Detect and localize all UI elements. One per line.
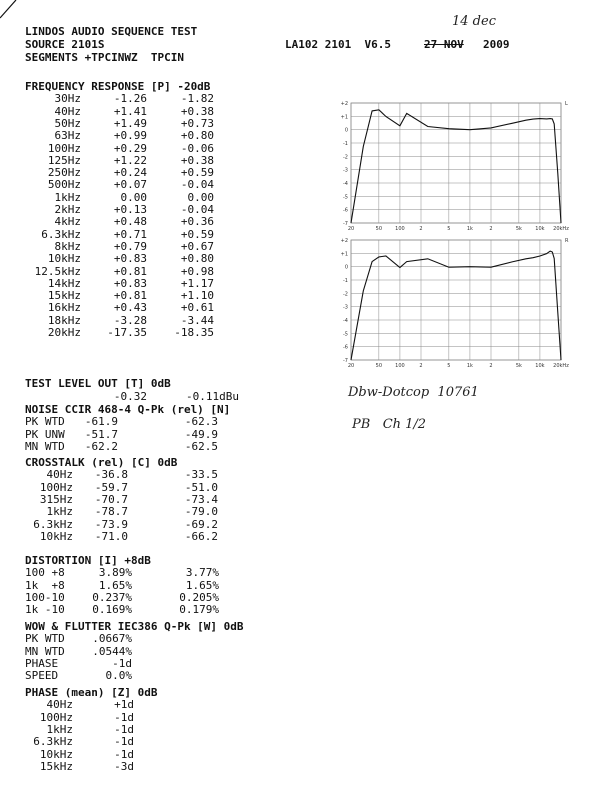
frequency_response-value-b: -3.44: [180, 313, 214, 327]
crosstalk-value-b: -33.5: [184, 468, 218, 482]
phase-value-a: -1d: [114, 747, 134, 761]
x-tick-label: 2: [489, 363, 493, 369]
wow-label: MN WTD: [25, 644, 65, 658]
x-tick-label: 50: [375, 226, 383, 232]
frequency_response-value-a: +0.71: [113, 227, 147, 241]
wow-value: -1d: [112, 656, 132, 670]
x-tick-label: 5k: [515, 226, 522, 232]
frequency_response-value-a: -3.28: [113, 313, 147, 327]
crosstalk-value-b: -66.2: [184, 529, 218, 543]
distortion-value-b: 3.77%: [185, 566, 219, 580]
frequency_response-label: 125Hz: [47, 153, 81, 167]
frequency_response-label: 10kHz: [47, 252, 81, 266]
frequency_response-label: 16kHz: [47, 301, 81, 315]
frequency_response-value-b: +0.98: [180, 264, 214, 278]
frequency_response-value-b: +0.80: [180, 252, 214, 266]
segments-line: SEGMENTS +TPCINWZ TPCIN: [25, 51, 184, 64]
x-tick-label: 2: [419, 363, 423, 369]
frequency_response-value-b: -0.04: [180, 203, 214, 216]
frequency_response-label: 2kHz: [54, 203, 81, 216]
y-tick-label: -4: [343, 181, 348, 187]
y-tick-label: -1: [343, 278, 348, 284]
crosstalk-label: 6.3kHz: [33, 517, 73, 531]
phase-value-a: -1d: [114, 710, 134, 724]
crosstalk-heading: CROSSTALK (rel) [C] 0dB: [25, 456, 178, 469]
crosstalk-value-b: -79.0: [184, 505, 218, 519]
noise-value-a: -61.9: [84, 415, 118, 429]
y-tick-label: -2: [343, 291, 348, 298]
noise-value-b: -62.3: [184, 415, 218, 429]
noise-label: MN WTD: [25, 439, 65, 453]
y-tick-label: -6: [343, 344, 348, 351]
y-tick-label: -5: [343, 331, 348, 338]
x-tick-label: 1k: [466, 363, 473, 369]
crosstalk-label: 100Hz: [39, 480, 73, 494]
frequency_response-value-a: -1.26: [113, 92, 147, 106]
frequency_response-value-a: +1.49: [113, 116, 147, 130]
frequency_response-value-a: -17.35: [107, 326, 147, 339]
distortion-value-a: 1.65%: [98, 578, 132, 592]
crosstalk-value-a: -36.8: [94, 468, 128, 482]
distortion-label: 100 +8: [25, 566, 65, 580]
handwritten-note-1: Dbw-Dotcop 10761: [348, 385, 479, 400]
year: 2009: [483, 38, 510, 51]
frequency_response-value-a: +1.22: [113, 153, 147, 167]
y-tick-label: 0: [344, 127, 348, 134]
noise-label: PK WTD: [25, 415, 65, 429]
phase-label: 40Hz: [46, 698, 73, 712]
frequency_response-value-a: +0.83: [113, 276, 147, 290]
frequency_response-value-b: +0.36: [180, 215, 214, 229]
frequency_response-value-b: -1.82: [180, 92, 214, 106]
x-tick-label: 20: [347, 226, 355, 232]
distortion-label: 1k -10: [25, 603, 65, 617]
crosstalk-value-a: -73.9: [94, 517, 128, 531]
crosstalk-value-a: -59.7: [94, 480, 128, 494]
distortion-value-b: 0.179%: [179, 603, 219, 617]
x-tick-label: 5: [447, 226, 451, 232]
crosstalk-value-a: -78.7: [94, 505, 128, 519]
frequency_response-label: 100Hz: [47, 141, 81, 155]
frequency_response-label: 4kHz: [54, 215, 81, 229]
frequency_response-value-b: +0.61: [180, 301, 214, 315]
noise-heading: NOISE CCIR 468-4 Q-Pk (rel) [N]: [25, 403, 231, 416]
phase-value-a: -3d: [114, 759, 134, 773]
frequency_response-value-b: +0.59: [180, 227, 214, 241]
frequency_response-heading: FREQUENCY RESPONSE [P] -20dB: [25, 80, 211, 93]
y-tick-label: -1: [343, 141, 348, 147]
frequency_response-value-a: +0.81: [113, 264, 147, 278]
x-tick-label: 20kHz: [553, 363, 569, 369]
channel-label: R: [565, 238, 569, 244]
x-tick-label: 5k: [515, 363, 522, 369]
frequency_response-value-a: +0.29: [113, 141, 147, 155]
distortion-value-b: 0.205%: [179, 590, 219, 604]
crosstalk-value-a: -70.7: [94, 492, 128, 506]
x-tick-label: 100: [395, 363, 405, 369]
test-level-value-a: -0.32: [113, 390, 147, 403]
distortion-value-a: 3.89%: [98, 566, 132, 580]
frequency_response-label: 40Hz: [54, 104, 81, 118]
phase-label: 10kHz: [39, 747, 73, 761]
phase-heading: PHASE (mean) [Z] 0dB: [25, 686, 158, 699]
y-tick-label: -3: [343, 167, 348, 174]
crosstalk-value-b: -69.2: [184, 517, 218, 531]
distortion-heading: DISTORTION [I] +8dB: [25, 554, 151, 567]
channel-label: L: [565, 101, 568, 107]
x-tick-label: 1k: [466, 226, 473, 232]
frequency_response-value-a: +0.43: [113, 301, 147, 315]
frequency_response-label: 63Hz: [54, 129, 81, 143]
x-tick-label: 5: [447, 363, 451, 369]
frequency_response-label: 250Hz: [47, 166, 81, 180]
frequency_response-value-b: 0.00: [187, 190, 214, 204]
frequency_response-value-b: +0.38: [180, 153, 214, 167]
crosstalk-value-b: -73.4: [184, 492, 218, 506]
x-tick-label: 50: [375, 363, 383, 369]
x-tick-label: 100: [395, 226, 405, 232]
handwritten-date: 14 dec: [452, 14, 496, 29]
crosstalk-label: 1kHz: [46, 505, 73, 519]
frequency_response-label: 30Hz: [54, 92, 81, 106]
wow-flutter-heading: WOW & FLUTTER IEC386 Q-Pk [W] 0dB: [25, 620, 244, 633]
frequency_response-value-b: +1.17: [180, 276, 214, 290]
frequency_response-value-b: +1.10: [180, 289, 214, 303]
distortion-value-a: 0.237%: [92, 590, 132, 604]
frequency_response-value-b: +0.38: [180, 104, 214, 118]
frequency_response-value-a: +0.24: [113, 166, 147, 180]
struck-date: 27 NOV: [424, 38, 464, 51]
y-tick-label: -7: [343, 221, 348, 227]
frequency_response-value-a: 0.00: [120, 190, 147, 204]
crosstalk-value-b: -51.0: [184, 480, 218, 494]
y-tick-label: +1: [340, 251, 348, 258]
x-tick-label: 2: [419, 226, 423, 232]
frequency_response-label: 12.5kHz: [34, 264, 81, 278]
noise-value-a: -51.7: [84, 427, 118, 441]
y-tick-label: -7: [343, 358, 348, 364]
crosstalk-value-a: -71.0: [94, 529, 128, 543]
test-level-value-b: -0.11dBu: [186, 390, 239, 403]
source-line: SOURCE 2101S: [25, 38, 105, 51]
corner-mark: [0, 0, 20, 20]
y-tick-label: -3: [343, 304, 348, 311]
frequency_response-value-a: +0.48: [113, 215, 147, 229]
device-version: LA102 2101 V6.5: [285, 38, 391, 51]
frequency_response-value-a: +0.81: [113, 289, 147, 303]
frequency_response-value-a: +0.83: [113, 252, 147, 266]
frequency_response-value-b: +0.59: [180, 166, 214, 180]
phase-label: 100Hz: [39, 710, 73, 724]
phase-value-a: -1d: [114, 735, 134, 749]
y-tick-label: -6: [343, 207, 348, 214]
handwritten-note-2: PB Ch 1/2: [352, 417, 427, 432]
frequency_response-label: 1kHz: [54, 190, 81, 204]
noise-value-b: -49.9: [184, 427, 218, 441]
response-curve: [351, 251, 561, 360]
y-tick-label: 0: [344, 264, 348, 271]
x-tick-label: 20kHz: [553, 226, 569, 232]
wow-label: SPEED: [25, 669, 59, 683]
phase-label: 1kHz: [46, 722, 73, 736]
test-level-heading: TEST LEVEL OUT [T] 0dB: [25, 377, 171, 390]
x-tick-label: 10k: [535, 363, 545, 369]
frequency_response-label: 14kHz: [47, 276, 81, 290]
frequency_response-label: 6.3kHz: [41, 227, 81, 241]
frequency_response-label: 50Hz: [54, 116, 81, 130]
frequency_response-label: 18kHz: [47, 313, 81, 327]
frequency_response-value-a: +0.13: [113, 203, 147, 216]
y-tick-label: +2: [340, 101, 348, 107]
frequency_response-value-b: +0.80: [180, 129, 214, 143]
frequency_response-value-a: +0.79: [113, 239, 147, 253]
phase-value-a: -1d: [114, 722, 134, 736]
plot-frame: [351, 103, 561, 223]
y-tick-label: +2: [340, 238, 348, 244]
x-tick-label: 20: [347, 363, 355, 369]
frequency_response-value-a: +0.99: [113, 129, 147, 143]
frequency_response-value-b: -0.06: [180, 141, 214, 155]
frequency_response-label: 20kHz: [47, 326, 81, 339]
frequency_response-label: 500Hz: [47, 178, 81, 192]
distortion-value-a: 0.169%: [92, 603, 132, 617]
wow-value: .0544%: [92, 644, 132, 658]
distortion-label: 1k +8: [25, 578, 65, 592]
y-tick-label: -4: [343, 318, 348, 324]
noise-label: PK UNW: [25, 427, 65, 441]
noise-value-a: -62.2: [84, 439, 118, 453]
x-tick-label: 2: [489, 226, 493, 232]
phase-label: 15kHz: [39, 759, 73, 773]
phase-label: 6.3kHz: [33, 735, 73, 749]
x-tick-label: 10k: [535, 226, 545, 232]
frequency-plot-left: [335, 95, 580, 235]
frequency_response-value-b: -18.35: [174, 326, 214, 339]
frequency_response-value-a: +1.41: [113, 104, 147, 118]
phase-value-a: +1d: [114, 698, 134, 712]
distortion-label: 100-10: [25, 590, 65, 604]
frequency_response-label: 15kHz: [47, 289, 81, 303]
wow-label: PHASE: [25, 656, 59, 670]
report-title: LINDOS AUDIO SEQUENCE TEST: [25, 25, 198, 38]
noise-value-b: -62.5: [184, 439, 218, 453]
y-tick-label: -5: [343, 194, 348, 201]
wow-value: 0.0%: [105, 669, 132, 683]
wow-label: PK WTD: [25, 632, 65, 646]
frequency_response-value-b: +0.73: [180, 116, 214, 130]
crosstalk-label: 10kHz: [39, 529, 73, 543]
crosstalk-label: 315Hz: [39, 492, 73, 506]
distortion-value-b: 1.65%: [185, 578, 219, 592]
frequency_response-label: 8kHz: [54, 239, 81, 253]
response-curve: [351, 110, 561, 223]
frequency_response-value-b: -0.04: [180, 178, 214, 192]
y-tick-label: -2: [343, 154, 348, 161]
y-tick-label: +1: [340, 114, 348, 121]
frequency-plot-right: [335, 232, 580, 372]
frequency_response-value-b: +0.67: [180, 239, 214, 253]
crosstalk-label: 40Hz: [46, 468, 73, 482]
frequency_response-value-a: +0.07: [113, 178, 147, 192]
wow-value: .0667%: [92, 632, 132, 646]
